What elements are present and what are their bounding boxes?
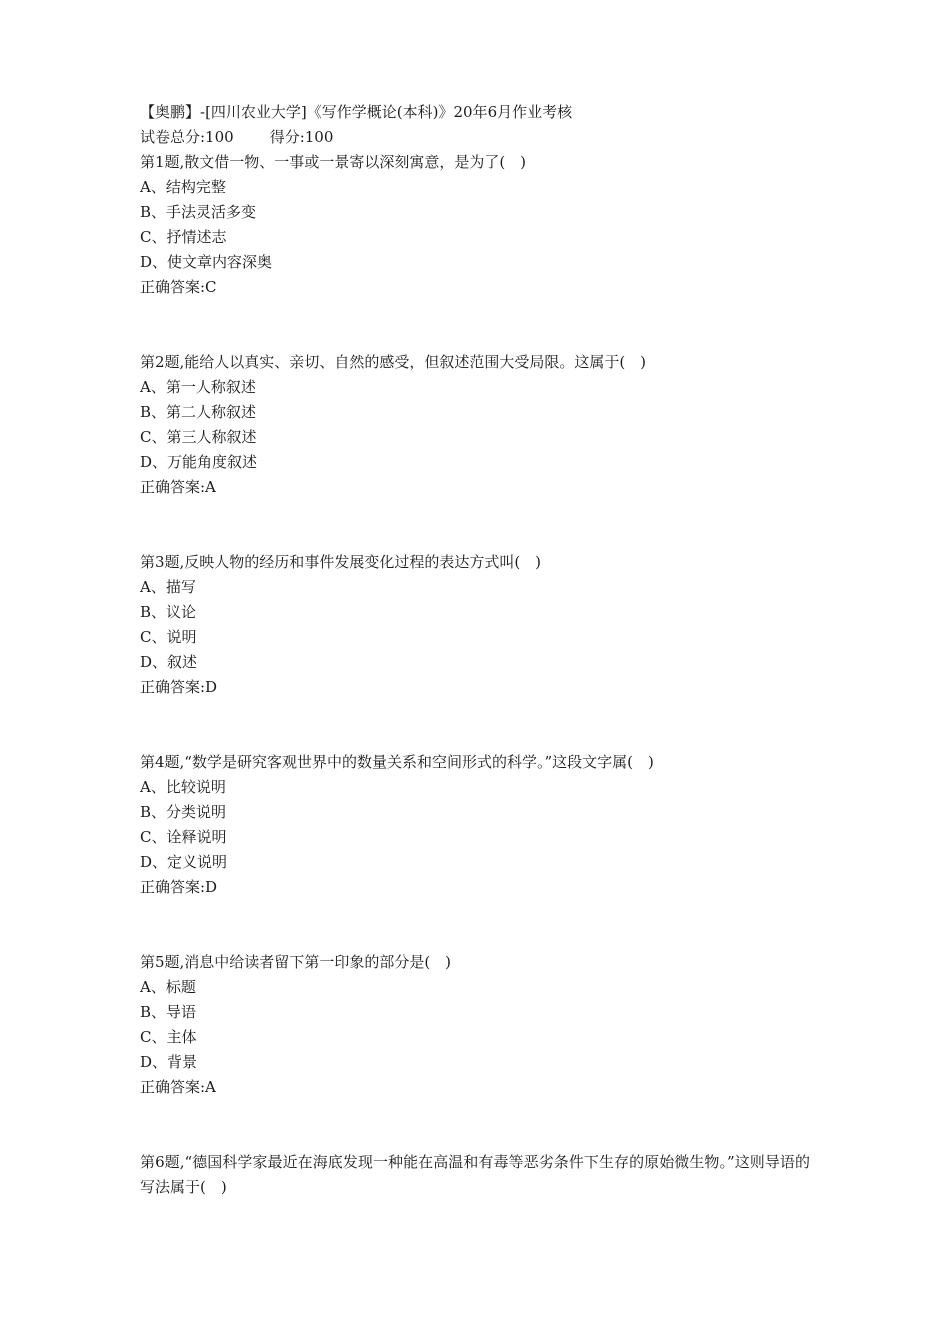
option-d: D、万能角度叙述 [140,453,258,471]
option-c: C、抒情述志 [140,228,227,246]
option-c: C、第三人称叙述 [140,428,257,446]
question-1 [140,150,810,300]
option-b: B、第二人称叙述 [140,403,257,421]
option-b: B、议论 [140,603,197,621]
question-4 [140,750,810,900]
question-stem: 第2题,能给人以真实、亲切、自然的感受，但叙述范围大受局限。这属于( ) [140,353,647,371]
option-a: A、比较说明 [140,778,226,796]
score-line [140,125,810,150]
question-stem: 第1题,散文借一物、一事或一景寄以深刻寓意，是为了( ) [140,153,527,171]
question-6 [140,1150,810,1200]
option-d: D、背景 [140,1053,198,1071]
option-a: A、第一人称叙述 [140,378,256,396]
question-5 [140,950,810,1100]
question-2 [140,350,810,500]
option-b: B、导语 [140,1003,197,1021]
option-a: A、描写 [140,578,196,596]
correct-answer: 正确答案:D [140,878,218,896]
option-c: C、说明 [140,628,197,646]
option-b: B、分类说明 [140,803,227,821]
option-d: D、使文章内容深奥 [140,253,273,271]
question-stem: 第3题,反映人物的经历和事件发展变化过程的表达方式叫( ) [140,553,542,571]
question-3 [140,550,810,700]
option-a: A、结构完整 [140,178,226,196]
option-b: B、手法灵活多变 [140,203,257,221]
correct-answer: 正确答案:C [140,278,217,296]
obtained-score: 得分:100 [269,128,334,146]
document-title: 【奥鹏】-[四川农业大学]《写作学概论(本科)》20年6月作业考核 [140,103,573,121]
document-content [140,100,810,1200]
option-c: C、诠释说明 [140,828,227,846]
question-stem: 第6题,“德国科学家最近在海底发现一种能在高温和有毒等恶劣条件下生存的原始微生物。”这则导语的写法属于( ) [140,1153,810,1196]
correct-answer: 正确答案:A [140,478,216,496]
total-score: 试卷总分:100 [140,128,234,146]
option-a: A、标题 [140,978,196,996]
question-stem: 第4题,“数学是研究客观世界中的数量关系和空间形式的科学。”这段文字属( ) [140,753,654,771]
question-stem: 第5题,消息中给读者留下第一印象的部分是( ) [140,953,452,971]
option-d: D、叙述 [140,653,198,671]
correct-answer: 正确答案:A [140,1078,216,1096]
option-d: D、定义说明 [140,853,228,871]
correct-answer: 正确答案:D [140,678,218,696]
option-c: C、主体 [140,1028,197,1046]
